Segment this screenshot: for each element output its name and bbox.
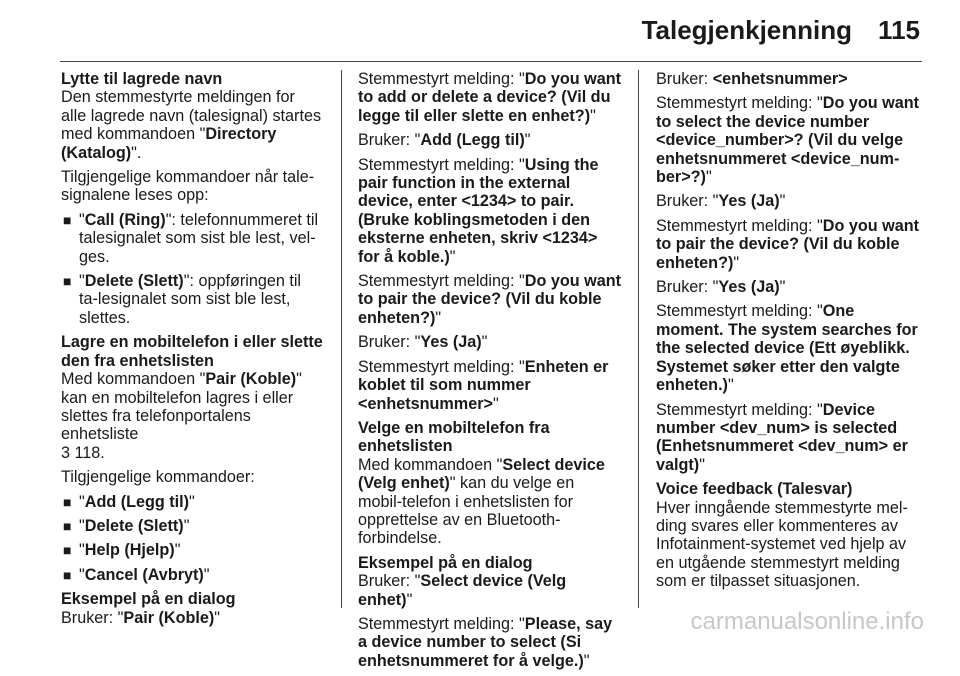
dialog-line: Stemmestyrt melding: "Do you want to select the device number <device_number>? (Vil du velge enhetsnummeret <device_num-ber>?)" xyxy=(656,94,920,187)
paragraph: Med kommandoen "Select device (Velg enhet)" kan du velge en mobil-telefon i enhetslisten for opprettelse av en Bluetooth-forbindelse. xyxy=(358,455,605,548)
section-heading: Lagre en mobiltelefon i eller slette den fra enhetslisten xyxy=(61,333,323,370)
watermark: carmanualsonline.info xyxy=(690,608,924,635)
dialog-line: Bruker: <enhetsnummer> xyxy=(656,70,848,88)
bullet-icon: ■ xyxy=(63,517,72,534)
dialog-line: Bruker: "Yes (Ja)" xyxy=(656,192,786,211)
page-reference: 3 118. xyxy=(61,443,105,462)
section-heading: Eksempel på en dialog xyxy=(61,590,236,609)
column-1 xyxy=(61,70,323,633)
dialog-line: Bruker: "Yes (Ja)" xyxy=(656,278,786,297)
bullet-icon: ■ xyxy=(63,566,72,583)
dialog-line: Bruker: "Yes (Ja)" xyxy=(358,333,488,352)
list-item: ■ "Delete (Slett)": oppføringen til ta-lesignalet som sist ble lest, slettes. xyxy=(63,272,302,327)
command: Directory (Katalog) xyxy=(61,125,277,162)
header-divider xyxy=(60,61,922,62)
column-3 xyxy=(656,70,922,597)
paragraph: Hver inngående stemmestyrte mel-ding svares eller kommenteres av Infotainment-systemet ved hjelp av en utgående stemmestyrt melding som er tilpasset situasjonen. xyxy=(656,498,908,591)
command: Call (Ring) xyxy=(84,210,166,229)
column-2 xyxy=(358,70,622,676)
column-divider-2 xyxy=(638,70,639,608)
column-divider-1 xyxy=(341,70,342,608)
paragraph: Tilgjengelige kommandoer når tale-signalene leses opp: xyxy=(61,168,315,205)
paragraph: Den stemmestyrte meldingen for alle lagrede navn (talesignal) startes med kommandoen "Directory (Katalog)". xyxy=(61,88,322,162)
dialog-line: Stemmestyrt melding: "Do you want to add or delete a device? (Vil du legge til eller slette en enhet?)" xyxy=(358,70,622,125)
dialog-line: Stemmestyrt melding: "Using the pair function in the external device, enter <1234> to pair. (Bruke koblingsmetoden i den eksterne enheten, skriv <1234> for å koble.)" xyxy=(358,155,599,266)
list-item: ■ "Help (Hjelp)" xyxy=(63,541,181,560)
command: Delete (Slett) xyxy=(84,272,184,291)
dialog-line: Stemmestyrt melding: "Enheten er koblet til som nummer <enhetsnummer>" xyxy=(358,357,609,413)
list-item: ■ "Add (Legg til)" xyxy=(63,492,195,511)
dialog-line: Bruker: "Add (Legg til)" xyxy=(358,131,531,150)
dialog-line: Stemmestyrt melding: "Device number <dev_num> is selected (Enhetsnummeret <dev_num> er valgt)" xyxy=(656,400,908,474)
dialog-line: Stemmestyrt melding: "Do you want to pair the device? (Vil du koble enheten?)" xyxy=(656,216,920,272)
section-heading: Velge en mobiltelefon fra enhetslisten xyxy=(358,418,550,456)
dialog-line: Bruker: "Pair (Koble)" xyxy=(61,608,221,627)
list-item: ■ "Cancel (Avbryt)" xyxy=(63,565,210,584)
section-heading: Voice feedback (Talesvar) xyxy=(656,480,853,499)
bullet-icon: ■ xyxy=(63,493,72,510)
dialog-line: Bruker: "Select device (Velg enhet)" xyxy=(358,572,567,609)
list-item: ■ "Delete (Slett)" xyxy=(63,516,190,535)
paragraph: Tilgjengelige kommandoer: xyxy=(61,468,255,487)
bullet-icon: ■ xyxy=(63,542,72,559)
section-heading: Lytte til lagrede navn xyxy=(61,70,223,88)
dialog-line: Stemmestyrt melding: "Do you want to pair the device? (Vil du koble enheten?)" xyxy=(358,272,622,327)
page-title: Talegjenkjenning xyxy=(641,15,852,45)
paragraph: Med kommandoen "Pair (Koble)" kan en mobiltelefon lagres i eller slettes fra telefonportalens enhetsliste xyxy=(61,370,302,444)
dialog-line: Stemmestyrt melding: "Please, say a device number to select (Si enhetsnummeret for å velge.)" xyxy=(358,614,613,670)
page-number: 115 xyxy=(878,15,920,45)
command: Pair (Koble) xyxy=(205,370,297,389)
bullet-icon: ■ xyxy=(63,211,72,228)
dialog-line: Stemmestyrt melding: "One moment. The system searches for the selected device (Ett øyeblikk. Systemet søker etter den valgte enheten.)" xyxy=(656,302,918,395)
section-heading: Eksempel på en dialog xyxy=(358,553,533,572)
list-item: ■ "Call (Ring)": telefonnummeret til talesignalet som sist ble lest, vel-ges. xyxy=(63,210,319,266)
bullet-icon: ■ xyxy=(63,273,72,290)
